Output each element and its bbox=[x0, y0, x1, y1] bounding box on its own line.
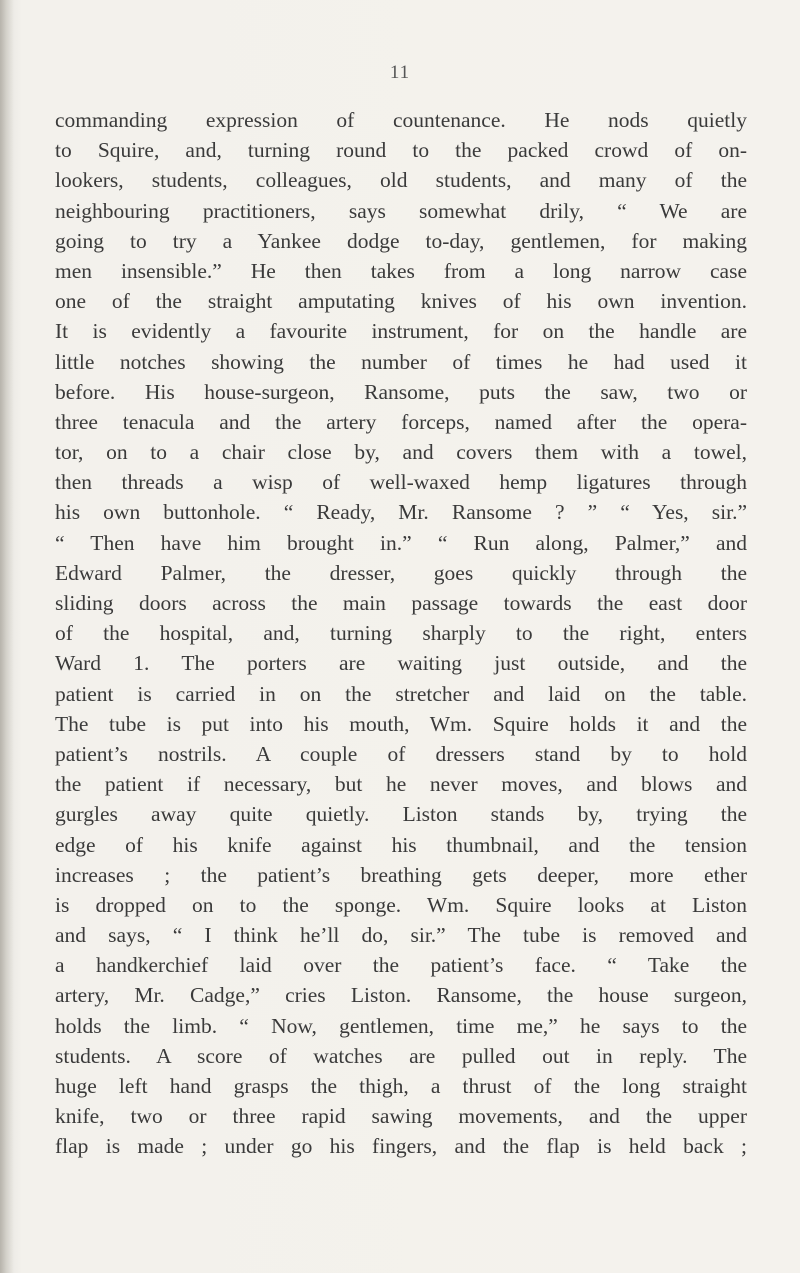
text-line: a handkerchief laid over the patient’s face. “ Take the bbox=[55, 953, 747, 978]
text-line: artery, Mr. Cadge,” cries Liston. Ransome, the house surgeon, bbox=[55, 983, 747, 1008]
text-line: patient’s nostrils. A couple of dressers stand by to hold bbox=[55, 741, 747, 766]
text-line: of the hospital, and, turning sharply to the right, enters bbox=[55, 621, 747, 646]
text-line: patient is carried in on the stretcher and laid on the table. bbox=[55, 681, 747, 706]
text-line: edge of his knife against his thumbnail, and the tension bbox=[55, 832, 747, 857]
text-line: men insensible.” He then takes from a long narrow case bbox=[55, 258, 747, 283]
text-line: then threads a wisp of well-waxed hemp ligatures through bbox=[55, 470, 747, 495]
text-line: sliding doors across the main passage towards the east door bbox=[55, 591, 747, 615]
text-line: flap is made ; under go his fingers, and the flap is held back ; bbox=[55, 1134, 747, 1159]
text-line: students. A score of watches are pulled out in reply. The bbox=[55, 1043, 747, 1068]
text-line: is dropped on to the sponge. Wm. Squire looks at Liston bbox=[55, 892, 747, 917]
text-line: his own buttonhole. “ Ready, Mr. Ransome ? ” “ Yes, sir.” bbox=[55, 500, 747, 525]
text-line: The tube is put into his mouth, Wm. Squire holds it and the bbox=[55, 711, 747, 736]
text-line: and says, “ I think he’ll do, sir.” The tube is removed and bbox=[55, 923, 747, 948]
text-line: the patient if necessary, but he never moves, and blows and bbox=[55, 772, 747, 797]
text-line: “ Then have him brought in.” “ Run along, Palmer,” and bbox=[55, 530, 747, 555]
text-line: Edward Palmer, the dresser, goes quickly through the bbox=[55, 560, 747, 585]
text-line: to Squire, and, turning round to the packed crowd of on- bbox=[55, 138, 747, 163]
body-text bbox=[55, 105, 747, 1162]
text-line: knife, two or three rapid sawing movements, and the upper bbox=[55, 1104, 747, 1129]
text-line: little notches showing the number of times he had used it bbox=[55, 349, 747, 374]
text-line: increases ; the patient’s breathing gets deeper, more ether bbox=[55, 862, 747, 887]
text-line: neighbouring practitioners, says somewhat drily, “ We are bbox=[55, 198, 747, 223]
text-line: It is evidently a favourite instrument, for on the handle are bbox=[55, 319, 747, 344]
text-line: Ward 1. The porters are waiting just outside, and the bbox=[55, 651, 747, 676]
text-line: one of the straight amputating knives of his own invention. bbox=[55, 289, 747, 314]
binding-shadow bbox=[0, 0, 14, 1273]
text-line: three tenacula and the artery forceps, named after the opera- bbox=[55, 409, 747, 434]
text-line: holds the limb. “ Now, gentlemen, time me,” he says to the bbox=[55, 1013, 747, 1038]
text-line: lookers, students, colleagues, old students, and many of the bbox=[55, 168, 747, 193]
page-number: 11 bbox=[389, 62, 411, 83]
text-line: before. His house-surgeon, Ransome, puts the saw, two or bbox=[55, 379, 747, 404]
text-line: going to try a Yankee dodge to-day, gentlemen, for making bbox=[55, 228, 747, 253]
text-line: gurgles away quite quietly. Liston stands by, trying the bbox=[55, 802, 747, 827]
text-line: commanding expression of countenance. He nods quietly bbox=[55, 108, 747, 132]
text-line: tor, on to a chair close by, and covers them with a towel, bbox=[55, 440, 747, 465]
text-line: huge left hand grasps the thigh, a thrust of the long straight bbox=[55, 1074, 747, 1098]
